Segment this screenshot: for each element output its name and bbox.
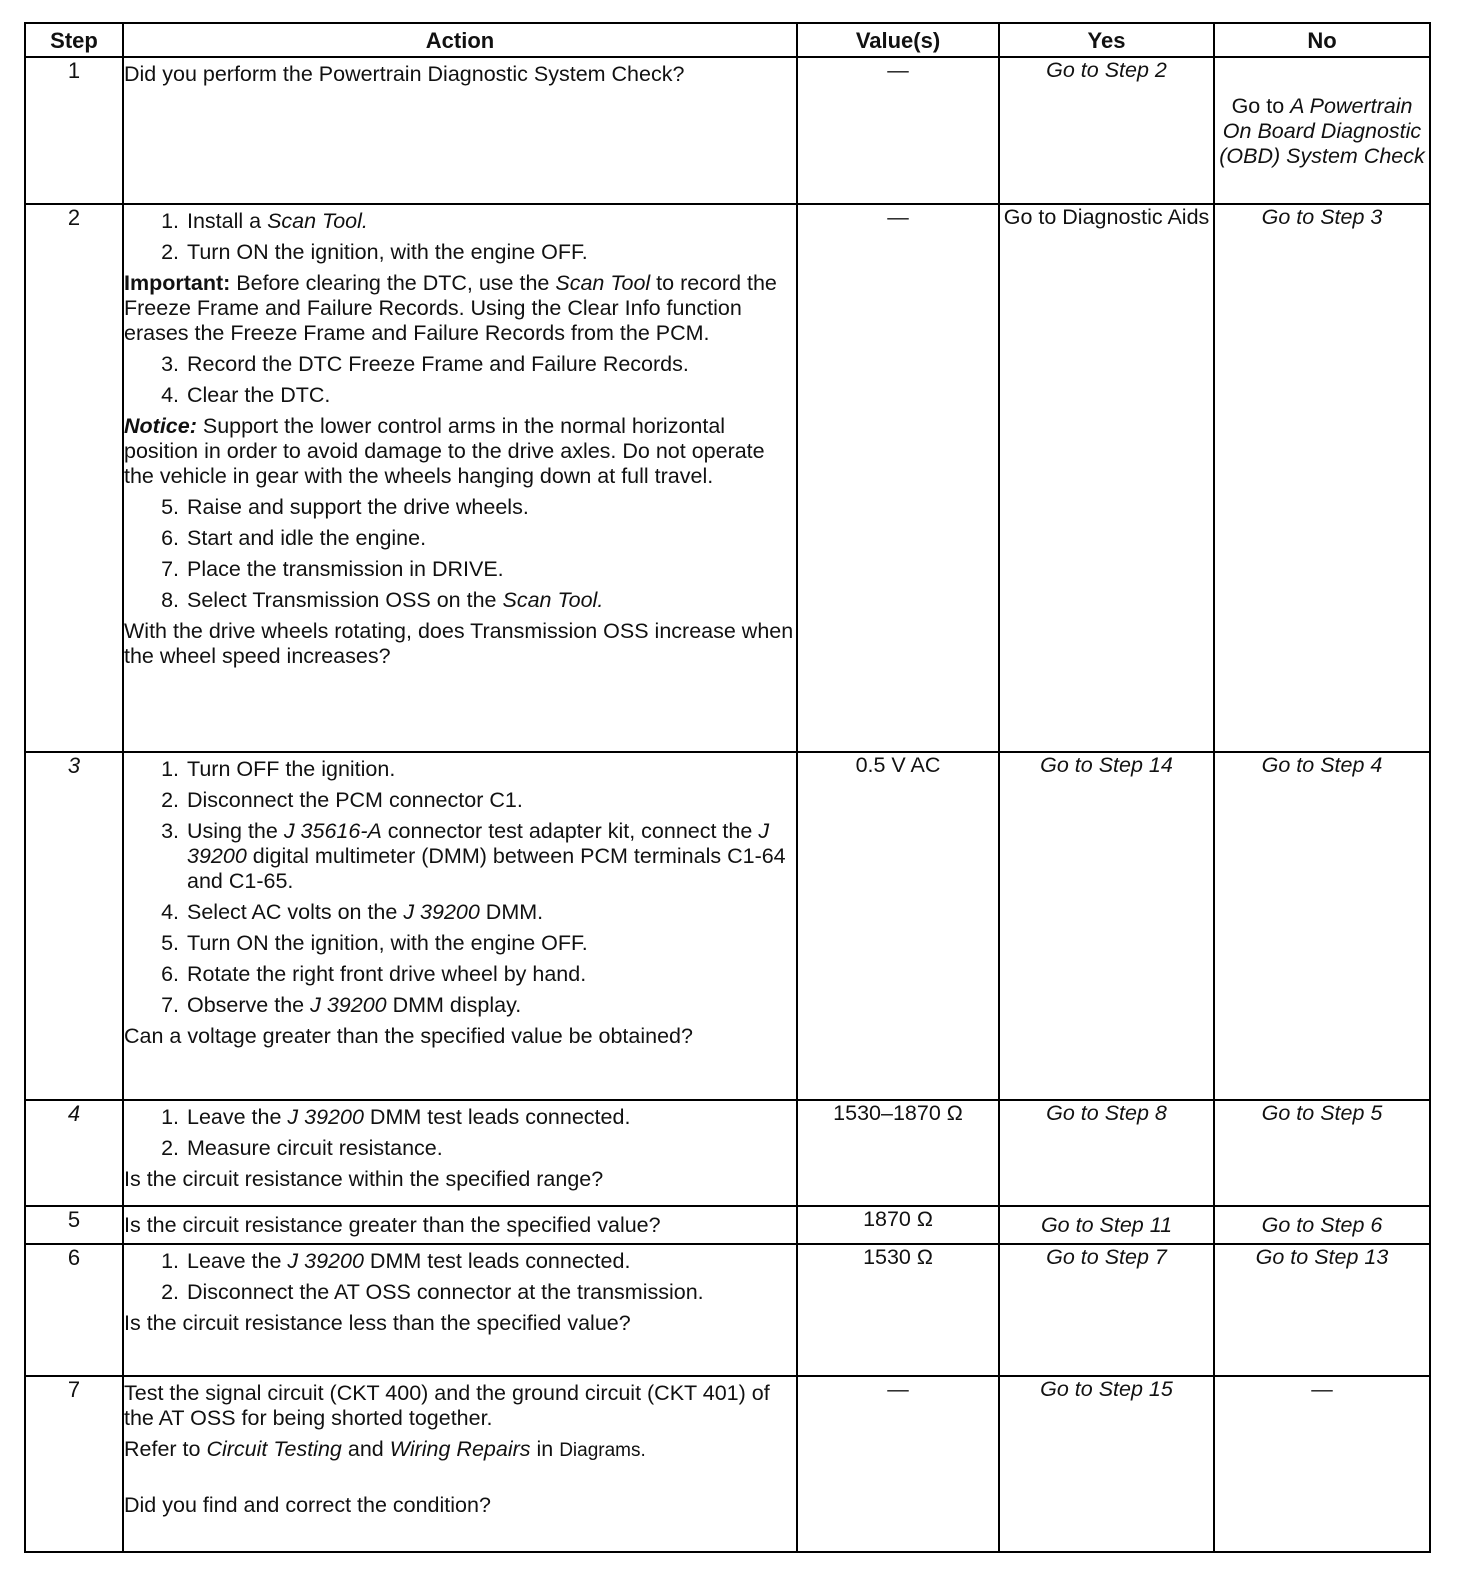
table-row — [25, 204, 1430, 752]
no-cell — [1214, 1244, 1430, 1376]
yes-goto-link[interactable]: Go to Step 8 — [1046, 1101, 1167, 1125]
no-goto-link[interactable]: Go to Step 3 — [1261, 205, 1383, 229]
value-cell: 1530 Ω — [797, 1244, 999, 1376]
header-yes: Yes — [999, 23, 1214, 57]
step-question: Can a voltage greater than the specified value be obtained? — [124, 1024, 693, 1048]
table-row — [25, 57, 1430, 204]
list-item: 2. Measure circuit resistance. — [161, 1136, 443, 1160]
list-item: 1. Turn OFF the ignition. — [161, 757, 396, 781]
step-question: With the drive wheels rotating, does Transmission OSS increase when the wheel speed increases? — [124, 619, 794, 668]
value-cell: — — [797, 1376, 999, 1552]
step-number: 1 — [25, 57, 123, 204]
no-cell: — — [1214, 1376, 1430, 1552]
refer-note: Refer to Circuit Testing and Wiring Repairs in Diagrams. — [124, 1437, 646, 1461]
value-cell: 1870 Ω — [797, 1206, 999, 1244]
header-no: No — [1214, 23, 1430, 57]
list-item: 4. Clear the DTC. — [161, 383, 331, 407]
tool-ref: J 39200 — [287, 1249, 364, 1273]
yes-cell — [999, 752, 1214, 1100]
action-cell — [123, 1244, 797, 1376]
yes-cell — [999, 1100, 1214, 1206]
tool-ref: J 39200 — [310, 993, 387, 1017]
step-number: 2 — [25, 204, 123, 752]
important-note: Important: Before clearing the DTC, use the Scan Tool to record the Freeze Frame and Failure Records. Using the Clear Info function erases the Freeze Frame and Failure Records from the PCM. — [124, 271, 777, 345]
list-item: 6. Start and idle the engine. — [161, 526, 427, 550]
list-item: 5. Turn ON the ignition, with the engine OFF. — [161, 931, 588, 955]
step-number: 3 — [25, 752, 123, 1100]
value-cell: 1530–1870 Ω — [797, 1100, 999, 1206]
yes-goto-link[interactable]: Go to Step 11 — [1040, 1212, 1173, 1237]
no-goto-link[interactable]: Go to Step 13 — [1255, 1245, 1389, 1269]
action-cell — [123, 752, 797, 1100]
no-goto-prefix: Go to — [1231, 94, 1285, 118]
list-item: 8. Select Transmission OSS on the Scan Tool. — [161, 588, 604, 612]
step-question: Is the circuit resistance greater than the specified value? — [124, 1212, 661, 1237]
no-cell — [1214, 1100, 1430, 1206]
notice-note: Notice: Support the lower control arms in the normal horizontal position in order to avoid damage to the drive axles. Do not operate the vehicle in gear with the wheels hanging down at full travel. — [124, 414, 765, 488]
tool-ref: J 39200 — [287, 1105, 364, 1129]
yes-cell — [999, 1376, 1214, 1552]
action-cell — [123, 1376, 797, 1552]
tool-ref: J 39200 — [187, 819, 770, 868]
wiring-repairs-link[interactable]: Wiring Repairs — [389, 1437, 531, 1461]
list-item: 7. Place the transmission in DRIVE. — [161, 557, 504, 581]
list-item: 1. Leave the J 39200 DMM test leads connected. — [161, 1249, 631, 1273]
list-item: 1. Leave the J 39200 DMM test leads connected. — [161, 1105, 631, 1129]
list-item: 5. Raise and support the drive wheels. — [161, 495, 529, 519]
step-question: Did you perform the Powertrain Diagnostic System Check? — [124, 62, 685, 86]
yes-goto-link[interactable]: Go to Step 15 — [1040, 1377, 1173, 1401]
list-item: 3. Using the J 35616-A connector test adapter kit, connect the J 39200 digital multimeter (DMM) between PCM terminals C1-64 and C1-65. — [161, 819, 786, 893]
no-goto-link[interactable]: Go to Step 6 — [1261, 1212, 1383, 1237]
table-header-row — [25, 23, 1430, 57]
list-item: 2. Disconnect the PCM connector C1. — [161, 788, 523, 812]
circuit-testing-link[interactable]: Circuit Testing — [206, 1437, 342, 1461]
table-row — [25, 1376, 1430, 1552]
no-goto-link[interactable]: A Powertrain On Board Diagnostic (OBD) System Check — [1219, 94, 1425, 168]
diagnostic-table-page — [24, 22, 1431, 1553]
tool-ref: J 35616-A — [283, 819, 382, 843]
value-cell: — — [797, 204, 999, 752]
step-question: Did you find and correct the condition? — [124, 1493, 491, 1517]
no-cell — [1214, 1206, 1430, 1244]
action-cell — [123, 204, 797, 752]
no-cell — [1214, 57, 1430, 204]
value-cell: — — [797, 57, 999, 204]
table-row — [25, 1244, 1430, 1376]
header-step: Step — [25, 23, 123, 57]
diagrams-ref: Diagrams. — [559, 1440, 646, 1461]
value-cell: 0.5 V AC — [797, 752, 999, 1100]
scan-tool-ref: Scan Tool. — [267, 209, 368, 233]
no-goto-link[interactable]: Go to Step 4 — [1261, 753, 1383, 777]
yes-cell — [999, 57, 1214, 204]
list-item: 4. Select AC volts on the J 39200 DMM. — [161, 900, 544, 924]
step-number: 7 — [25, 1376, 123, 1552]
yes-cell — [999, 204, 1214, 752]
action-cell — [123, 1206, 797, 1244]
tool-ref: J 39200 — [403, 900, 480, 924]
table-row — [25, 1206, 1430, 1244]
list-item: 1. Install a Scan Tool. — [161, 209, 368, 233]
no-cell — [1214, 204, 1430, 752]
list-item: 2. Disconnect the AT OSS connector at the transmission. — [161, 1280, 704, 1304]
header-action: Action — [123, 23, 797, 57]
action-cell — [123, 57, 797, 204]
no-cell — [1214, 752, 1430, 1100]
list-item: 6. Rotate the right front drive wheel by hand. — [161, 962, 587, 986]
diagnostic-table — [24, 22, 1431, 1553]
step-number: 4 — [25, 1100, 123, 1206]
list-item: 2. Turn ON the ignition, with the engine OFF. — [161, 240, 588, 264]
step-question: Is the circuit resistance less than the specified value? — [124, 1311, 631, 1335]
yes-goto-link[interactable]: Go to Step 2 — [1046, 58, 1167, 82]
yes-cell — [999, 1244, 1214, 1376]
yes-cell — [999, 1206, 1214, 1244]
step-instruction: Test the signal circuit (CKT 400) and the ground circuit (CKT 401) of the AT OSS for being shorted together. — [124, 1381, 770, 1430]
table-row — [25, 752, 1430, 1100]
yes-goto-link[interactable]: Go to Step 7 — [1046, 1245, 1167, 1269]
action-cell — [123, 1100, 797, 1206]
yes-goto-link[interactable]: Go to Diagnostic Aids — [1003, 205, 1210, 229]
list-item: 3. Record the DTC Freeze Frame and Failure Records. — [161, 352, 689, 376]
step-number: 5 — [25, 1206, 123, 1244]
step-question: Is the circuit resistance within the specified range? — [124, 1167, 604, 1191]
list-item: 7. Observe the J 39200 DMM display. — [161, 993, 522, 1017]
table-row — [25, 1100, 1430, 1206]
yes-goto-link[interactable]: Go to Step 14 — [1040, 753, 1173, 777]
step-number: 6 — [25, 1244, 123, 1376]
header-values: Value(s) — [797, 23, 999, 57]
no-goto-link[interactable]: Go to Step 5 — [1261, 1101, 1383, 1125]
scan-tool-ref: Scan Tool. — [502, 588, 604, 612]
